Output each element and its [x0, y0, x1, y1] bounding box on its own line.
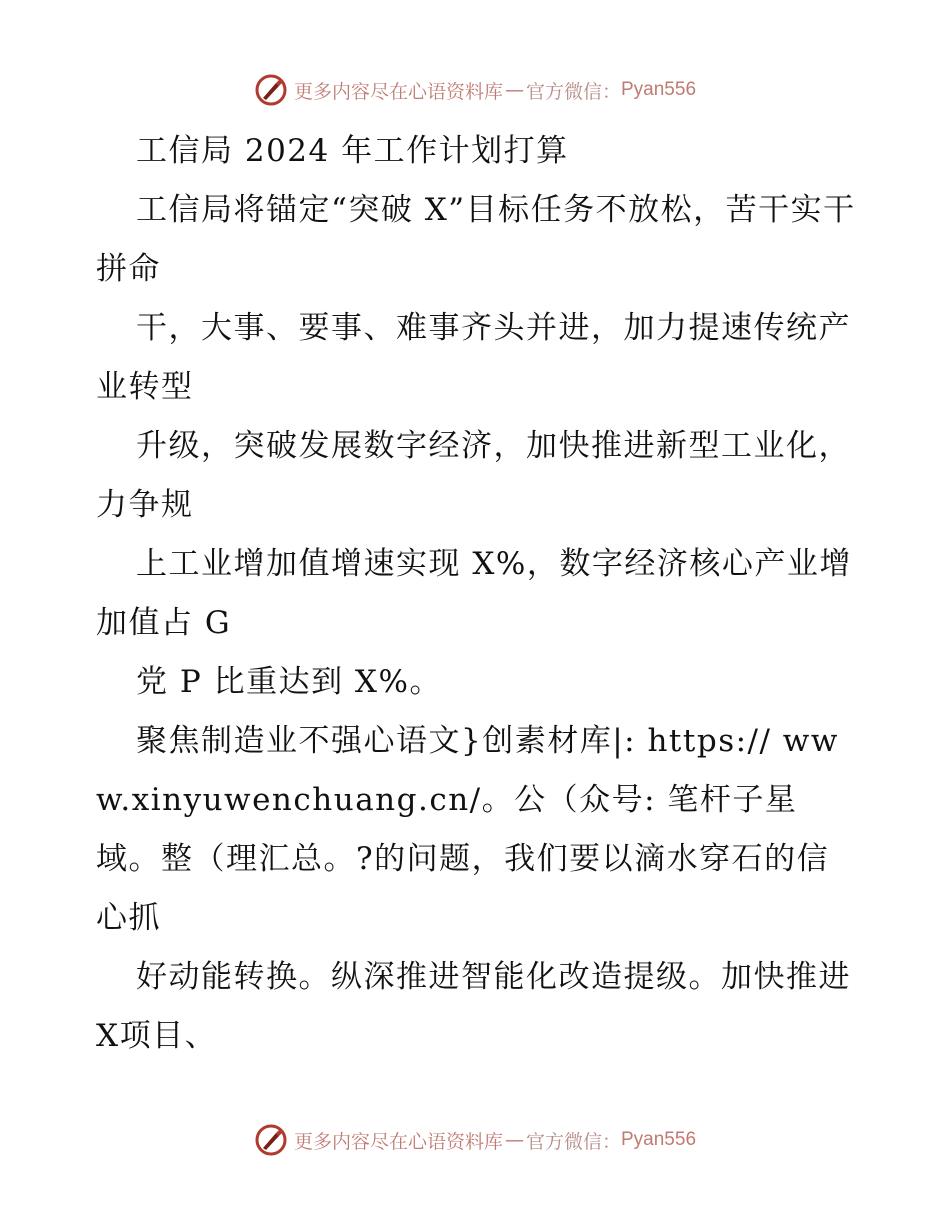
pen-circle-logo-icon — [254, 73, 288, 107]
paragraph: 干，大事、要事、难事齐头并进，加力提速传统产业转型 — [96, 310, 851, 405]
banner-wechat-label: 官方微信： — [525, 80, 621, 103]
header-banner — [0, 70, 950, 110]
paragraph: 聚焦制造业不强心语文}创素材库|: https:// www.xinyuwenchuang.cn/。公（众号: 笔杆子星域。整（理汇总。?的问题，我们要以滴水穿石的信心抓 — [96, 723, 839, 936]
document-title: 工信局 2024 年工作计划打算 — [136, 133, 569, 169]
paragraph: 升级，突破发展数字经济，加快推进新型工业化，力争规 — [96, 428, 851, 523]
banner-main-text: 更多内容尽在心语资料库 — [293, 80, 503, 103]
banner-wechat-id: Pyan556 — [621, 79, 697, 100]
banner-separator: — — [504, 1129, 524, 1151]
banner-wechat-label: 官方微信： — [525, 1130, 621, 1153]
paragraph: 工信局将锚定“突破 X”目标任务不放松，苦干实干拼命 — [96, 192, 856, 287]
paragraph: 上工业增加值增速实现 X%，数字经济核心产业增加值占 G — [96, 546, 852, 641]
document-body — [96, 122, 863, 1066]
banner-main-text: 更多内容尽在心语资料库 — [293, 1130, 503, 1153]
banner-wechat-id: Pyan556 — [621, 1129, 697, 1150]
paragraph: 党 P 比重达到 X%。 — [136, 664, 442, 700]
footer-banner — [0, 1120, 950, 1160]
paragraph: 好动能转换。纵深推进智能化改造提级。加快推进 X项目、 — [96, 959, 863, 1054]
pen-circle-logo-icon — [254, 1123, 288, 1157]
banner-separator: — — [504, 79, 524, 101]
